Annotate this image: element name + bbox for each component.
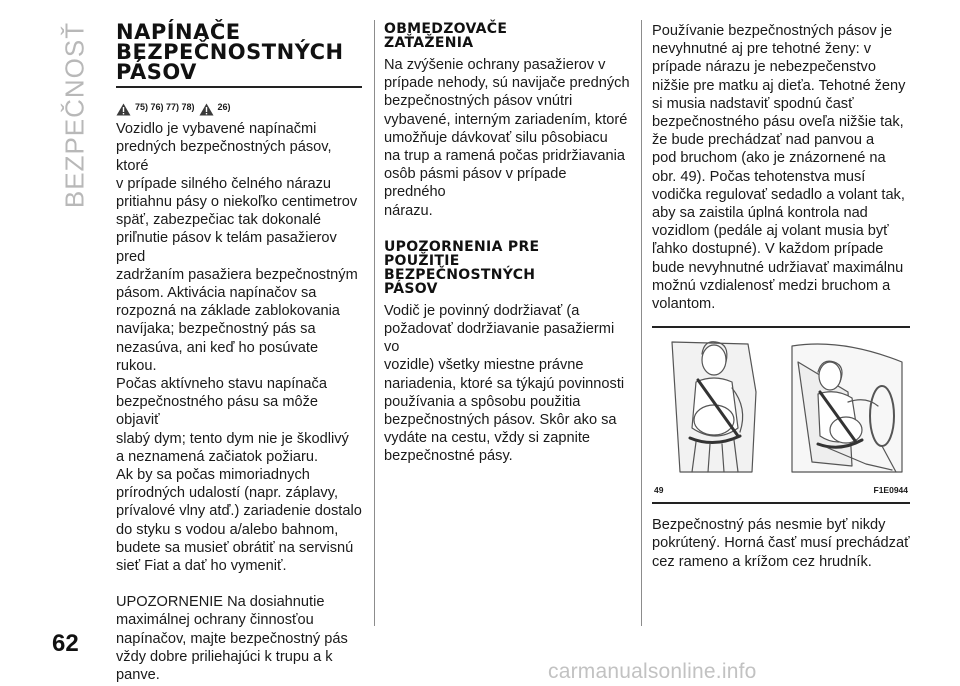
figure-number: 49	[654, 485, 664, 496]
section-heading-load-limiters: OBMEDZOVAČE ZAŤAŽENIA	[384, 21, 508, 51]
section-heading-seatbelt-warnings: UPOZORNENIA PRE POUŽITIE BEZPEČNOSTNÝCH PÁSOV	[384, 238, 540, 297]
caution-refs-list: 26)	[217, 102, 231, 112]
figure-49-pregnant-seatbelt	[652, 326, 910, 504]
column-3	[652, 22, 910, 571]
column-divider	[641, 20, 642, 626]
column-divider	[374, 20, 375, 626]
section-side-tab	[58, 10, 92, 220]
warning-triangle-icon	[116, 103, 131, 116]
page-number: 62	[52, 630, 79, 657]
pretensioner-paragraph: Vozidlo je vybavené napínačmi predných bezpečnostných pásov, ktoré v prípade silného čelného nárazu pritiahnu pásy o niekoľko centimetrov späť, zabezpečiac tak dokonalé priľnutie pásov k telám pasažierov pred zadržaním pasažiera bezpečnostným pásom. Aktivácia napínačov sa rozpozná na základe zablokovania navíjaka; bezpečnostný pás sa nezasúva, ani keď ho posúvate rukou. Počas aktívneho stavu napínača bezpečnostného pásu sa môže objaviť slabý dym; tento dym nie je škodlivý a neznamená začiatok požiaru. Ak by sa počas mimoriadnych prírodných udalostí (napr. záplavy, prívalové vlny atď.) zariadenie dostalo do styku s vodou a/alebo bahnom, budete sa musieť obrátiť na servisnú sieť Fiat a dať ho vymeniť.	[116, 121, 362, 575]
section-heading-pretensioners: NAPÍNAČE BEZPEČNOSTNÝCH PÁSOV	[116, 20, 344, 84]
heading-rule	[116, 86, 362, 88]
column-1	[116, 22, 362, 684]
seatbelt-illustration	[652, 332, 910, 482]
figure-code: F1E0944	[873, 485, 908, 496]
column-2	[384, 22, 630, 466]
belt-twist-paragraph: Bezpečnostný pás nesmie byť nikdy pokrútený. Horná časť musí prechádzať cez rameno a krížom cez hrudník.	[652, 517, 910, 570]
warning-references	[116, 98, 362, 116]
pregnant-women-paragraph: Používanie bezpečnostných pásov je nevyhnutné aj pre tehotné ženy: v prípade nárazu je nebezpečenstvo nižšie pre matku aj dieťa. Tehotné ženy si musia nadstaviť spodnú časť bezpečnostného pásu oveľa nižšie tak, že bude prechádzať nad panvou a pod bruchom (ako je znázornené na obr. 49). Počas tehotenstva musí vodička regulovať sedadlo a volant tak, aby sa zaistila úplná kontrola nad vozidlom (pedále aj volant musia byť ľahko dostupné). V každom prípade bude nevyhnutné udržiavať maximálnu možnú vzdialenosť medzi bruchom a volantom.	[652, 23, 906, 313]
warning-paragraph: UPOZORNENIE Na dosiahnutie maximálnej ochrany činnosťou napínačov, majte bezpečnostný pás vždy dobre priliehajúci k trupu a k panve.	[116, 594, 348, 684]
section-side-tab-label: BEZPEČNOSŤ	[59, 21, 90, 209]
warning-refs-list: 75) 76) 77) 78)	[135, 102, 195, 112]
load-limiter-paragraph: Na zvýšenie ochrany pasažierov v prípade nehody, sú navijače predných bezpečnostných pásov vnútri vybavené, interným zariadením, ktoré umožňuje dávkovať silu pôsobiacu na trup a ramená počas pridržiavania osôb pásmi pásov v prípade predného nárazu.	[384, 57, 630, 219]
caution-triangle-icon	[199, 103, 214, 116]
watermark-text: carmanualsonline.info	[548, 660, 757, 683]
seatbelt-use-paragraph: Vodič je povinný dodržiavať (a požadovať dodržiavanie pasažiermi vo vozidle) všetky miestne právne nariadenia, ktoré sa týkajú povinnosti používania a spôsobu použitia bezpečnostných pásov. Skôr ako sa vydáte na cestu, vždy si zapnite bezpečnostné pásy.	[384, 302, 625, 465]
